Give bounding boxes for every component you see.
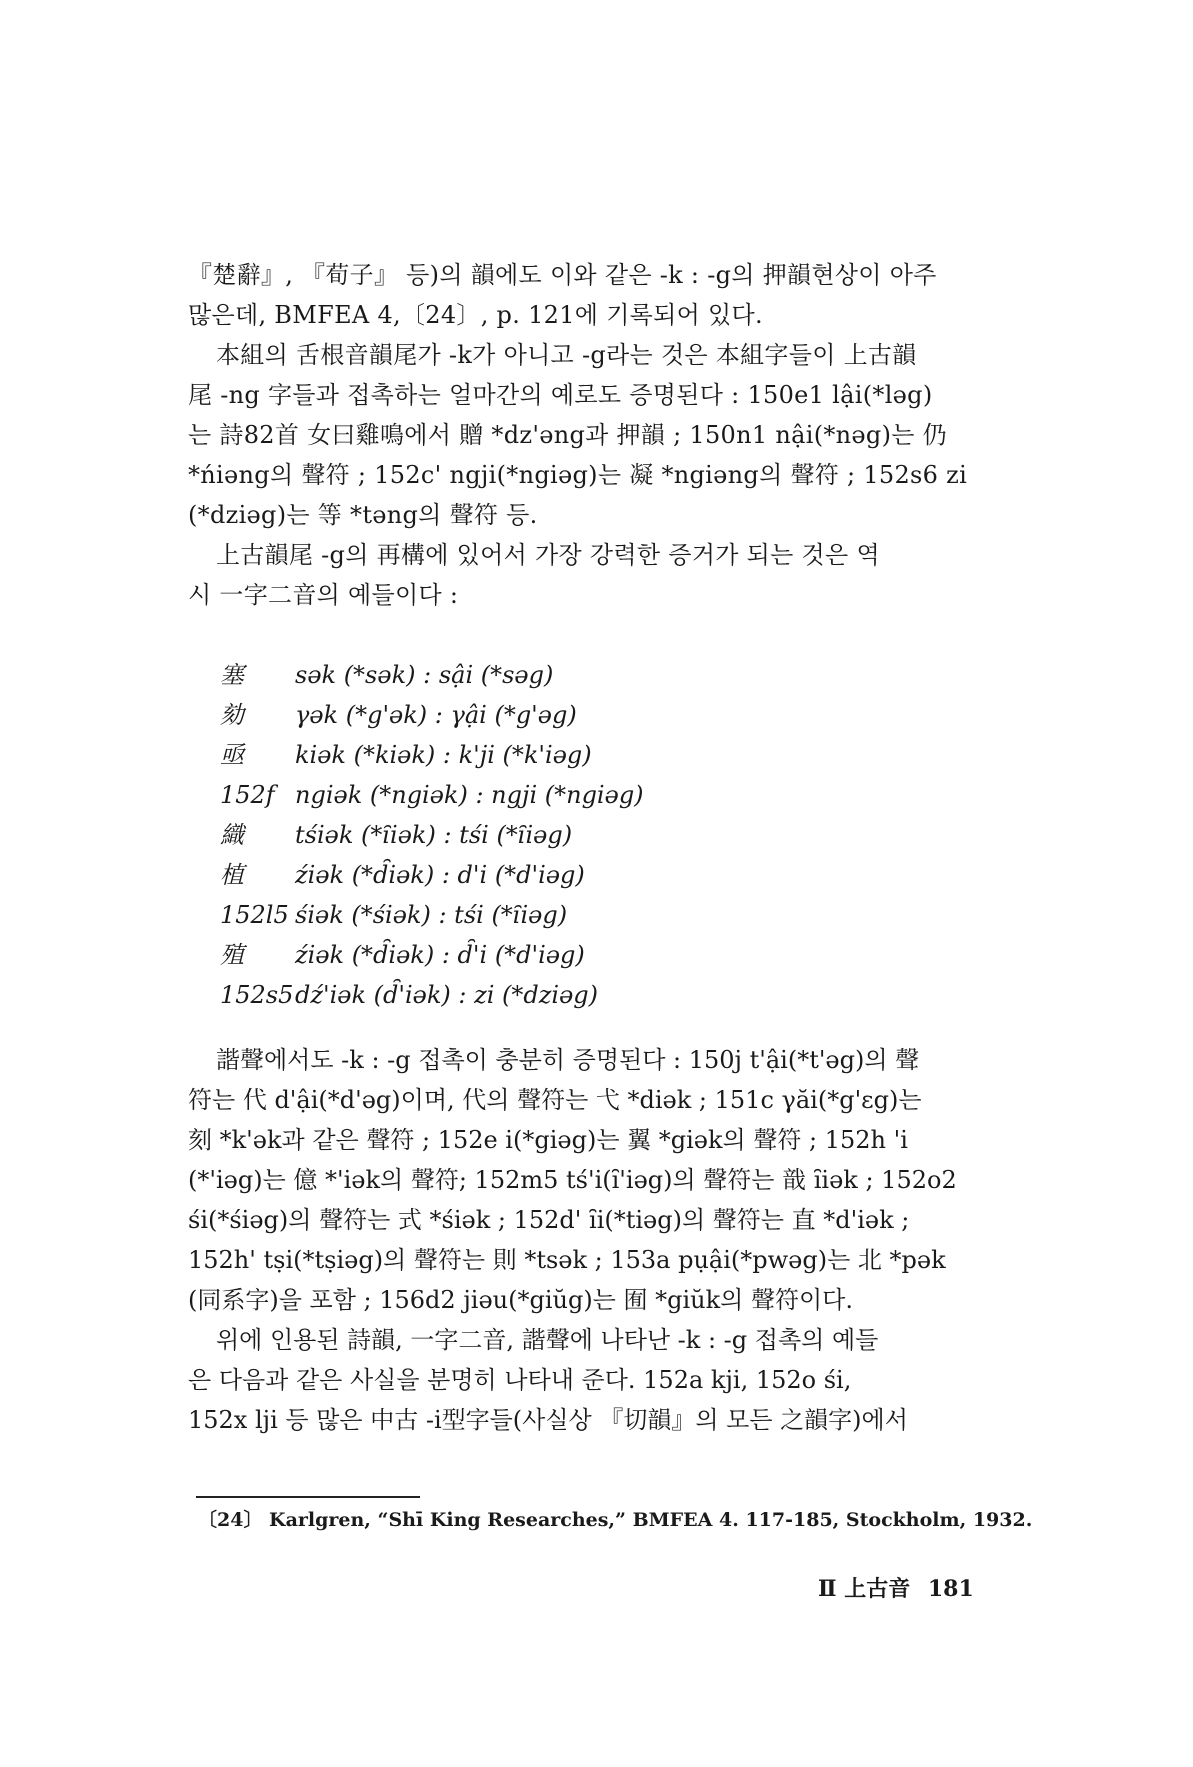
text-line: 諧聲에서도 -k : -g 접촉이 충분히 증명된다 : 150j t'ậi(*t'әg)의 聲 [216, 1046, 920, 1074]
example-form: śiәk (*śiәk) : tśi (*ȋiәg) [295, 901, 568, 929]
text-line: *ńiәng의 聲符 ; 152c' ngji(*ngiәg)는 凝 *ngiәng의 聲符 ; 152s6 zi [188, 461, 968, 489]
example-row [220, 775, 820, 815]
page-footer [818, 1572, 984, 1603]
paragraph-4-cont [188, 1080, 998, 1320]
upper-text-block [188, 255, 998, 615]
example-label: 152l5 [220, 901, 289, 929]
text-line: 152h' tṣi(*tṣiәg)의 聲符는 則 *tsәk ; 153a pụậi(*pwәg)는 北 *pәk [188, 1246, 946, 1274]
example-label: 152f [220, 781, 275, 809]
text-line: 符는 代 d'ậi(*d'әg)이며, 代의 聲符는 弋 *diәk ; 151c γăi(*g'ɛg)는 [188, 1086, 922, 1114]
paragraph-2-cont [188, 375, 998, 535]
example-label: 殖 [220, 941, 244, 969]
example-form: kiәk (*kiәk) : k'ji (*k'iәg) [295, 741, 592, 769]
text-line: 는 詩82首 女曰雞鳴에서 贈 *dz'әng과 押韻 ; 150n1 nậi(*nәg)는 仍 [188, 421, 947, 449]
example-label: 亟 [220, 741, 244, 769]
text-line: 刻 *k'әk과 같은 聲符 ; 152e i(*giәg)는 翼 *giәk의 聲符 ; 152h 'i [188, 1126, 908, 1154]
example-label: 織 [220, 821, 244, 849]
text-line: 上古韻尾 -g의 再構에 있어서 가장 강력한 증거가 되는 것은 역 [216, 541, 880, 569]
text-line: 시 一字二音의 예들이다 : [188, 581, 459, 609]
text-line: 은 다음과 같은 사실을 분명히 나타내 준다. 152a kji, 152o śi, [188, 1366, 852, 1394]
paragraph-3 [188, 535, 998, 575]
example-row [220, 935, 820, 975]
text-line: 本組의 舌根音韻尾가 -k가 아니고 -g라는 것은 本組字들이 上古韻 [216, 341, 917, 369]
example-form: dź'iәk (d̑'iәk) : zi (*dziәg) [295, 981, 599, 1009]
text-line: śi(*śiәg)의 聲符는 式 *śiәk ; 152d' ȋi(*tiәg)의 聲符는 直 *d'iәk ; [188, 1206, 910, 1234]
paragraph-5-cont [188, 1360, 998, 1440]
example-form: γәk (*g'әk) : γậi (*g'әg) [295, 701, 577, 729]
example-row [220, 895, 820, 935]
example-label: 152s5 [220, 981, 294, 1009]
example-row [220, 855, 820, 895]
text-line: (*'iәg)는 億 *'iәk의 聲符; 152m5 tś'i(ȋ'iәg)의 聲符는 戠 ȋiәk ; 152o2 [188, 1166, 957, 1194]
example-row [220, 655, 820, 695]
text-line: 尾 -ng 字들과 접촉하는 얼마간의 예로도 증명된다 : 150e1 lậi(*lәg) [188, 381, 933, 409]
text-line: (*dziәg)는 等 *tәng의 聲符 등. [188, 501, 538, 529]
example-row [220, 815, 820, 855]
paragraph-2 [188, 335, 998, 375]
paragraph-5 [188, 1320, 998, 1360]
footnote: 〔24〕 Karlgren, “Shī King Researches,” BMFEA 4. 117-185, Stockholm, 1932. [198, 1509, 1033, 1531]
paragraph-1 [188, 255, 998, 335]
example-label: 劾 [220, 701, 244, 729]
example-form: źiәk (*d̑iәk) : d̑'i (*d'iәg) [295, 941, 585, 969]
text-line: (同系字)을 포함 ; 156d2 jiәu(*giŭg)는 囿 *giŭk의 聲符이다. [188, 1286, 853, 1314]
example-row [220, 735, 820, 775]
footnote-divider [196, 1496, 420, 1498]
example-form: ngiәk (*ngiәk) : ngji (*ngiәg) [295, 781, 644, 809]
text-line: 『楚辭』, 『荀子』 등)의 韻에도 이와 같은 -k : -g의 押韻현상이 아주 [188, 261, 937, 289]
example-form: sәk (*sәk) : sậi (*sәg) [295, 661, 554, 689]
example-form: tśiәk (*ȋiәk) : tśi (*ȋiәg) [295, 821, 573, 849]
example-row [220, 695, 820, 735]
text-line: 152x lji 등 많은 中古 -i型字들(사실상 『切韻』의 모든 之韻字)에서 [188, 1406, 908, 1434]
example-row [220, 975, 820, 1015]
paragraph-3-cont [188, 575, 998, 615]
page-number: 181 [927, 1576, 974, 1602]
paragraph-4 [188, 1040, 998, 1080]
example-form: źiәk (*d̑iәk) : d'i (*d'iәg) [295, 861, 585, 889]
section-title: Ⅱ 上古音 [818, 1576, 911, 1602]
example-label: 塞 [220, 661, 244, 689]
example-label: 植 [220, 861, 244, 889]
lower-text-block [188, 1040, 998, 1440]
text-line: 위에 인용된 詩韻, 一字二音, 諧聲에 나타난 -k : -g 접촉의 예들 [216, 1326, 879, 1354]
text-line: 많은데, BMFEA 4,〔24〕, p. 121에 기록되어 있다. [188, 301, 763, 329]
example-list [220, 655, 820, 1015]
